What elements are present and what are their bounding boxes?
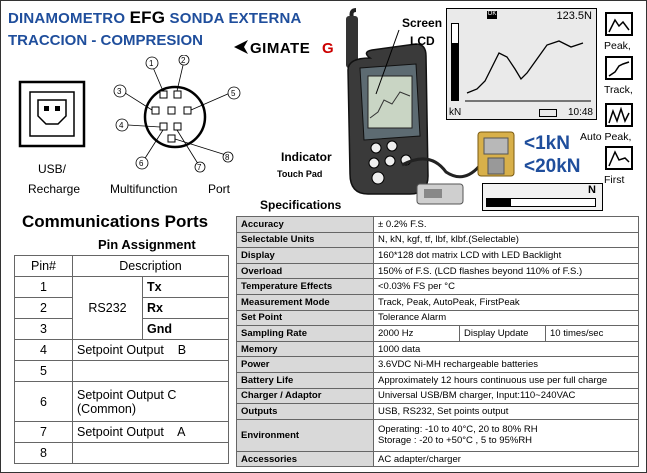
multifunction-port-diagram bbox=[108, 55, 243, 173]
spec-key: Memory bbox=[237, 341, 374, 357]
mode-track-label: Track, bbox=[604, 84, 633, 96]
spec-key: Accuracy bbox=[237, 217, 374, 233]
usb-connector-icon bbox=[18, 80, 88, 150]
spec-key: Measurement Mode bbox=[237, 294, 374, 310]
spec-key: Charger / Adaptor bbox=[237, 388, 374, 404]
spec-key: Selectable Units bbox=[237, 232, 374, 248]
pin-description: Rx bbox=[143, 298, 229, 319]
pin-label: 5 bbox=[231, 89, 236, 98]
table-row bbox=[15, 340, 229, 361]
pin-number: 3 bbox=[15, 319, 73, 340]
title-line-1 bbox=[8, 8, 302, 28]
specifications-table bbox=[236, 216, 639, 467]
pin-description bbox=[73, 443, 229, 464]
table-row bbox=[15, 382, 229, 422]
recharge-label: Recharge bbox=[28, 182, 81, 196]
pin-description-line2: (Common) bbox=[77, 401, 137, 416]
spec-value: 150% of F.S. (LCD flashes beyond 110% of F.S.) bbox=[374, 263, 639, 279]
mode-first-label: First bbox=[604, 174, 625, 186]
title-line-2: TRACCION - COMPRESION bbox=[8, 32, 203, 49]
spec-key: Display bbox=[237, 248, 374, 264]
pin-label: 4 bbox=[119, 121, 124, 130]
pin-assignment-subtitle: Pin Assignment bbox=[98, 237, 196, 252]
spec-row bbox=[237, 419, 639, 451]
spec-value: Track, Peak, AutoPeak, FirstPeak bbox=[374, 294, 639, 310]
spec-row bbox=[237, 341, 639, 357]
bar-gauge-unit: N bbox=[588, 184, 596, 196]
port-label: Port bbox=[208, 182, 231, 196]
spec-row bbox=[237, 248, 639, 264]
title-part-a: DINAMOMETRO bbox=[8, 10, 126, 27]
pin-number: 2 bbox=[15, 298, 73, 319]
spec-row bbox=[237, 372, 639, 388]
spec-value: 2000 Hz bbox=[374, 326, 460, 342]
spec-value: 160*128 dot matrix LCD with LED Backlight bbox=[374, 248, 639, 264]
mode-peak-label: Peak, bbox=[604, 40, 631, 52]
spec-value: Universal USB/BM charger, Input:110~240VAC bbox=[374, 388, 639, 404]
spec-key: Environment bbox=[237, 419, 374, 451]
capacity-20kn-label: <20kN bbox=[524, 156, 581, 177]
spec-key: Temperature Effects bbox=[237, 279, 374, 295]
communications-ports-title: Communications Ports bbox=[22, 212, 209, 231]
pin-description-multiline bbox=[73, 382, 229, 422]
pin-description: Tx bbox=[143, 277, 229, 298]
capacity-1kn-label: <1kN bbox=[524, 133, 570, 154]
table-row bbox=[15, 443, 229, 464]
spec-key: Accessories bbox=[237, 451, 374, 467]
svg-text:G: G bbox=[322, 40, 335, 57]
table-row bbox=[15, 277, 229, 298]
pin-number: 1 bbox=[15, 277, 73, 298]
lcd-force-curve bbox=[463, 23, 593, 103]
pin-number: 4 bbox=[15, 340, 73, 361]
pin-number: 5 bbox=[15, 361, 73, 382]
table-row bbox=[15, 422, 229, 443]
spec-value: Operating: -10 to 40°C, 20 to 80% RH bbox=[378, 424, 538, 436]
pin-label: 7 bbox=[197, 163, 202, 172]
spec-subkey: Display Update bbox=[460, 326, 546, 342]
spec-key: Power bbox=[237, 357, 374, 373]
bar-gauge-display bbox=[482, 183, 603, 211]
spec-row bbox=[237, 404, 639, 420]
spec-row bbox=[237, 279, 639, 295]
mode-autopeak-label: Auto Peak, bbox=[580, 131, 632, 143]
firstpeak-mode-icon bbox=[605, 146, 633, 170]
spec-row bbox=[237, 310, 639, 326]
pin-number: 7 bbox=[15, 422, 73, 443]
pin-label: 1 bbox=[149, 59, 154, 68]
pin-description: Setpoint Output B bbox=[73, 340, 229, 361]
spec-value: <0.03% FS per °C bbox=[374, 279, 639, 295]
spec-key: Outputs bbox=[237, 404, 374, 420]
lcd-level-fill bbox=[452, 43, 458, 100]
screen-label: Screen bbox=[402, 16, 443, 30]
spec-row bbox=[237, 294, 639, 310]
pin-label: 6 bbox=[139, 159, 144, 168]
pin-number: 8 bbox=[15, 443, 73, 464]
spec-value: USB, RS232, Set points output bbox=[374, 404, 639, 420]
lcd-value: 123.5N bbox=[556, 10, 592, 22]
table-row bbox=[15, 361, 229, 382]
ok-icon: OK bbox=[487, 11, 497, 17]
indicator-label: Indicator bbox=[281, 150, 332, 164]
spec-value-line2: Storage : -20 to +50°C , 5 to 95%RH bbox=[378, 435, 533, 447]
pin-label: 2 bbox=[181, 56, 186, 65]
spec-value: Tolerance Alarm bbox=[374, 310, 639, 326]
pin-label: 8 bbox=[225, 153, 230, 162]
touch-pad-label: Touch Pad bbox=[277, 169, 323, 179]
spec-row bbox=[237, 451, 639, 467]
lcd-label: LCD bbox=[410, 34, 435, 48]
spec-value: AC adapter/charger bbox=[374, 451, 639, 467]
lcd-screen-zoom bbox=[446, 8, 597, 120]
bar-gauge-fill bbox=[487, 199, 511, 206]
spec-value: 3.6VDC Ni-MH rechargeable batteries bbox=[374, 357, 639, 373]
spec-subvalue: 10 times/sec bbox=[546, 326, 639, 342]
spec-value: ± 0.2% F.S. bbox=[374, 217, 639, 233]
spec-key: Set Point bbox=[237, 310, 374, 326]
gimateg-logo bbox=[232, 37, 344, 61]
screen-pointer-line bbox=[374, 26, 400, 96]
spec-key: Battery Life bbox=[237, 372, 374, 388]
multifunction-label: Multifunction bbox=[110, 182, 178, 196]
battery-icon bbox=[539, 109, 557, 117]
gimateg-logo-graphic bbox=[232, 37, 344, 57]
track-mode-icon bbox=[605, 56, 633, 80]
usb-label: USB/ bbox=[38, 162, 67, 176]
lcd-level-bar bbox=[451, 23, 459, 101]
title-part-c: SONDA EXTERNA bbox=[169, 10, 302, 27]
pin-description: Setpoint Output C bbox=[77, 387, 177, 402]
spec-row bbox=[237, 357, 639, 373]
pin-description bbox=[73, 361, 229, 382]
spec-key: Sampling Rate bbox=[237, 326, 374, 342]
pin-number: 6 bbox=[15, 382, 73, 422]
load-cell-sensor-icon bbox=[472, 128, 520, 182]
header-pin: Pin# bbox=[15, 256, 73, 277]
peak-mode-icon bbox=[605, 12, 633, 36]
pin-description: Gnd bbox=[143, 319, 229, 340]
pin-label: 3 bbox=[117, 87, 122, 96]
spec-row bbox=[237, 263, 639, 279]
spec-row bbox=[237, 232, 639, 248]
spec-value: Approximately 12 hours continuous use per full charge bbox=[374, 372, 639, 388]
spec-row bbox=[237, 217, 639, 233]
spec-row bbox=[237, 326, 639, 342]
autopeak-mode-icon bbox=[605, 103, 633, 127]
small-indicator-icon bbox=[416, 182, 464, 206]
table-header-row bbox=[15, 256, 229, 277]
rs232-group-label: RS232 bbox=[73, 277, 143, 340]
spec-value: 1000 data bbox=[374, 341, 639, 357]
title-part-efg: EFG bbox=[129, 8, 166, 27]
svg-text:GIMATE: GIMATE bbox=[250, 40, 311, 57]
pin-assignment-table bbox=[14, 255, 229, 464]
specifications-label: Specifications bbox=[260, 198, 342, 212]
bar-gauge-track bbox=[486, 198, 596, 207]
pin-description: Setpoint Output A bbox=[73, 422, 229, 443]
spec-value: N, kN, kgf, tf, lbf, klbf.(Selectable) bbox=[374, 232, 639, 248]
spec-key: Overload bbox=[237, 263, 374, 279]
header-description: Description bbox=[73, 256, 229, 277]
lcd-unit: kN bbox=[449, 107, 462, 118]
spec-value-multiline bbox=[374, 419, 639, 451]
lcd-time: 10:48 bbox=[567, 107, 593, 118]
spec-row bbox=[237, 388, 639, 404]
